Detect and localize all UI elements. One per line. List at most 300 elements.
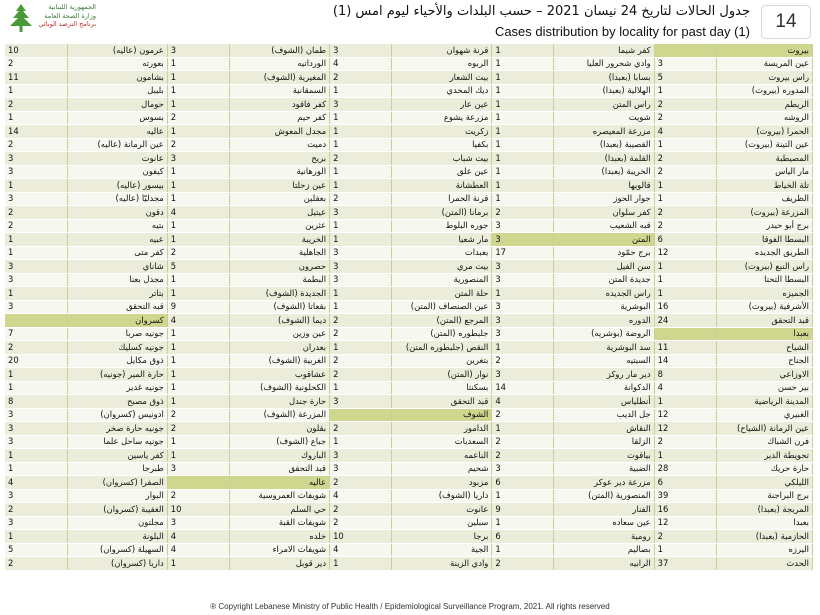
locality-name: حي السلم (229, 503, 329, 517)
case-count: 11 (654, 341, 716, 355)
case-count: 3 (167, 516, 229, 530)
locality-name: مجدليّا (عاليه) (67, 192, 167, 206)
case-count: 1 (167, 165, 229, 179)
locality-name: المنصورية (المتن) (554, 489, 654, 503)
locality-name: راس المتن (554, 98, 654, 112)
locality-name: خلده (229, 530, 329, 544)
locality-name: الدوره (554, 314, 654, 328)
locality-name: القلمة (بعبدا) (554, 152, 654, 166)
case-count: 3 (167, 152, 229, 166)
locality-name: دقون (67, 206, 167, 220)
locality-name: كفر سلوان (554, 206, 654, 220)
case-count: 3 (5, 300, 67, 314)
case-count: 3 (492, 273, 554, 287)
case-count: 9 (492, 503, 554, 517)
locality-name: الغقيبة (كسروان) (67, 503, 167, 517)
locality-name: المريجة (بعبدا) (716, 503, 812, 517)
case-count: 1 (492, 84, 554, 98)
locality-name: بعقلين (229, 192, 329, 206)
case-count: 1 (330, 300, 392, 314)
case-count: 1 (492, 44, 554, 57)
locality-name: المصيطبة (716, 152, 812, 166)
case-count: 3 (167, 44, 229, 57)
case-count: 3 (330, 449, 392, 463)
district-header: الشوف (392, 408, 492, 422)
case-count: 1 (167, 287, 229, 301)
case-count: 2 (5, 57, 67, 71)
locality-name: الفنار (554, 503, 654, 517)
case-count: 3 (330, 44, 392, 57)
locality-name: عانوت (67, 152, 167, 166)
locality-name: الجديدة (الشوف) (229, 287, 329, 301)
case-count: 4 (330, 489, 392, 503)
case-count: 5 (167, 260, 229, 274)
locality-name: كيفون (67, 165, 167, 179)
locality-name: مار الياس (716, 165, 812, 179)
case-count (5, 314, 67, 328)
case-count: 5 (5, 543, 67, 557)
case-count: 3 (5, 408, 67, 422)
locality-name: الاوزاعي (716, 368, 812, 382)
locality-name: بتاتر (67, 287, 167, 301)
case-count: 10 (167, 503, 229, 517)
locality-name: المدينة الرياضية (716, 395, 812, 409)
case-count: 1 (167, 435, 229, 449)
locality-name: ديك المحدي (392, 84, 492, 98)
table-row (5, 462, 813, 476)
locality-name: فرن الشباك (716, 435, 812, 449)
table-row (5, 98, 813, 112)
locality-name: حلة المتن (392, 287, 492, 301)
locality-name: قبه الشعيب (554, 219, 654, 233)
case-count: 3 (5, 165, 67, 179)
ministry-line: برنامج الترصد الوبائي (38, 20, 96, 28)
case-count: 6 (654, 233, 716, 247)
page-header (0, 0, 820, 44)
locality-name: بياقوت (554, 449, 654, 463)
case-count: 28 (654, 462, 716, 476)
case-count: 1 (330, 381, 392, 395)
locality-name: الربوه (392, 57, 492, 71)
locality-name: الأشرفية (بيروت) (716, 300, 812, 314)
cases-table (5, 44, 813, 571)
case-count: 1 (330, 84, 392, 98)
case-count: 2 (5, 503, 67, 517)
locality-name: عبيه (67, 233, 167, 247)
case-count: 1 (5, 381, 67, 395)
locality-name: بعبدا (716, 516, 812, 530)
case-count: 2 (330, 192, 392, 206)
table-row (5, 273, 813, 287)
locality-name: حومال (67, 98, 167, 112)
case-count: 2 (654, 98, 716, 112)
table-row (5, 287, 813, 301)
locality-name: الطريق الجديده (716, 246, 812, 260)
case-count: 2 (330, 71, 392, 85)
locality-name: بيت مري (392, 260, 492, 274)
table-row (5, 71, 813, 85)
locality-name: مجلتون (67, 516, 167, 530)
locality-name: دير مار روكز (554, 368, 654, 382)
table-row (5, 354, 813, 368)
locality-name: جونيه غدير (67, 381, 167, 395)
case-count: 1 (330, 557, 392, 571)
case-count: 1 (492, 98, 554, 112)
case-count: 1 (167, 395, 229, 409)
locality-name: راس النبع (بيروت) (716, 260, 812, 274)
case-count: 3 (5, 273, 67, 287)
locality-name: طمان (الشوف) (229, 44, 329, 57)
case-count: 1 (5, 368, 67, 382)
case-count: 9 (167, 300, 229, 314)
case-count: 1 (5, 462, 67, 476)
case-count: 4 (167, 206, 229, 220)
case-count: 2 (654, 219, 716, 233)
table-row (5, 125, 813, 139)
locality-name: الريطم (716, 98, 812, 112)
case-count: 1 (492, 111, 554, 125)
locality-name: بتغرين (392, 354, 492, 368)
table-row (5, 530, 813, 544)
locality-name: داريا (الشوف) (392, 489, 492, 503)
case-count: 8 (654, 368, 716, 382)
locality-name: شويفات الامراء (229, 543, 329, 557)
locality-name: قبد التحقق (392, 395, 492, 409)
locality-name: برجا (392, 530, 492, 544)
case-count: 2 (330, 368, 392, 382)
case-count: 2 (167, 489, 229, 503)
locality-name: بيسور (عاليه) (67, 179, 167, 193)
locality-name: المزرعة (بيروت) (716, 206, 812, 220)
locality-name: القصيبة (بعبدا) (554, 138, 654, 152)
case-count: 3 (492, 462, 554, 476)
locality-name: سد البوشرية (554, 341, 654, 355)
locality-name: الحدث (716, 557, 812, 571)
locality-name: الزلقا (554, 435, 654, 449)
case-count: 4 (492, 395, 554, 409)
locality-name: أنطلياس (554, 395, 654, 409)
locality-name: بسوس (67, 111, 167, 125)
locality-name: حارة المير (جونيه) (67, 368, 167, 382)
case-count: 12 (654, 422, 716, 436)
locality-name: وادي الزينة (392, 557, 492, 571)
locality-name: قبه التحقق (67, 300, 167, 314)
case-count: 3 (5, 260, 67, 274)
locality-name: كفر فاقود (229, 98, 329, 112)
case-count: 3 (330, 273, 392, 287)
case-count: 1 (492, 489, 554, 503)
locality-name: بعورته (67, 57, 167, 71)
locality-name: عين سعاده (554, 516, 654, 530)
table-row (5, 314, 813, 328)
case-count: 1 (167, 71, 229, 85)
case-count: 2 (330, 503, 392, 517)
case-count: 2 (167, 246, 229, 260)
case-count: 2 (167, 111, 229, 125)
locality-name: داريا (كسروان) (67, 557, 167, 571)
case-count: 1 (330, 111, 392, 125)
locality-name: عيتيل (229, 206, 329, 220)
locality-name: الناعمه (392, 449, 492, 463)
case-count: 4 (167, 543, 229, 557)
locality-name: السهيلة (كسروان) (67, 543, 167, 557)
case-count: 16 (654, 503, 716, 517)
case-count: 1 (492, 341, 554, 355)
case-count: 1 (492, 152, 554, 166)
case-count (330, 408, 392, 422)
case-count: 3 (167, 462, 229, 476)
locality-name: المغيرية (الشوف) (229, 71, 329, 85)
locality-name: بير حسن (716, 381, 812, 395)
locality-name: البلونة (67, 530, 167, 544)
locality-name: بيت شباب (392, 152, 492, 166)
table-row (5, 341, 813, 355)
case-count (654, 44, 716, 57)
locality-name: راس بيروت (716, 71, 812, 85)
locality-name: بقعاتا (الشوف) (229, 300, 329, 314)
table-row (5, 84, 813, 98)
case-count: 2 (5, 138, 67, 152)
district-header: بعبدا (716, 327, 812, 341)
cedar-tree-icon (8, 3, 34, 33)
case-count: 4 (5, 476, 67, 490)
case-count: 1 (167, 449, 229, 463)
case-count: 2 (492, 206, 554, 220)
case-count: 2 (5, 341, 67, 355)
case-count: 1 (492, 422, 554, 436)
case-count: 14 (492, 381, 554, 395)
locality-name: بكفيا (392, 138, 492, 152)
locality-name: البسطا التحتا (716, 273, 812, 287)
locality-name: الرابيه (554, 557, 654, 571)
locality-name: قبد التحقق (229, 462, 329, 476)
locality-name: تلة الخياط (716, 179, 812, 193)
table-row (5, 503, 813, 517)
case-count: 3 (5, 192, 67, 206)
locality-name: الخريبة (بعبدا) (554, 165, 654, 179)
locality-name: مزبود (392, 476, 492, 490)
case-count: 2 (330, 327, 392, 341)
table-row (5, 152, 813, 166)
locality-name: السعديات (392, 435, 492, 449)
case-count: 7 (5, 327, 67, 341)
case-count: 3 (5, 422, 67, 436)
case-count: 2 (167, 138, 229, 152)
case-count: 1 (330, 219, 392, 233)
case-count: 3 (492, 300, 554, 314)
locality-name: العطشانة (392, 179, 492, 193)
locality-name: شحيم (392, 462, 492, 476)
locality-name: بريح (229, 152, 329, 166)
locality-name: برج أبو حيدر (716, 219, 812, 233)
locality-name: نوار (المتن) (392, 368, 492, 382)
table-row (5, 422, 813, 436)
case-count: 12 (654, 246, 716, 260)
case-count: 1 (330, 233, 392, 247)
locality-name: الصفرا (كسروان) (67, 476, 167, 490)
case-count: 4 (167, 530, 229, 544)
case-count: 1 (492, 71, 554, 85)
locality-name: عين الرمانة (الشياح) (716, 422, 812, 436)
case-count: 3 (492, 327, 554, 341)
case-count: 1 (5, 449, 67, 463)
case-count: 1 (167, 84, 229, 98)
locality-name: ذوق مكايل (67, 354, 167, 368)
table-row (5, 368, 813, 382)
case-count: 4 (167, 314, 229, 328)
case-count: 14 (654, 354, 716, 368)
case-count: 1 (330, 179, 392, 193)
case-count: 2 (167, 422, 229, 436)
case-count: 3 (5, 435, 67, 449)
case-count: 3 (330, 462, 392, 476)
locality-name: بليبل (67, 84, 167, 98)
locality-name: الغربية (الشوف) (229, 354, 329, 368)
case-count: 3 (492, 260, 554, 274)
locality-name: حارة جندل (229, 395, 329, 409)
locality-name: الورهانية (229, 165, 329, 179)
locality-name: الورداتيه (229, 57, 329, 71)
locality-name: بسكنتا (392, 381, 492, 395)
locality-name: مزرعة يشوع (392, 111, 492, 125)
case-count: 3 (5, 152, 67, 166)
case-count: 1 (654, 260, 716, 274)
ministry-line: وزارة الصحة العامة (44, 11, 96, 20)
locality-name: الجميزه (716, 287, 812, 301)
case-count: 1 (330, 138, 392, 152)
case-count: 1 (167, 341, 229, 355)
case-count: 2 (492, 449, 554, 463)
case-count: 3 (492, 368, 554, 382)
case-count: 3 (330, 395, 392, 409)
locality-name: المزرعة (الشوف) (229, 408, 329, 422)
locality-name: الظريف (716, 192, 812, 206)
case-count: 5 (654, 71, 716, 85)
locality-name: سن الفيل (554, 260, 654, 274)
locality-name: عرمون (عاليه) (67, 44, 167, 57)
case-count: 1 (492, 138, 554, 152)
case-count: 24 (654, 314, 716, 328)
case-count: 3 (492, 314, 554, 328)
table-row (5, 165, 813, 179)
table-row (5, 381, 813, 395)
case-count: 4 (330, 543, 392, 557)
locality-name: رومية (554, 530, 654, 544)
table-row (5, 192, 813, 206)
ministry-name (36, 3, 96, 29)
case-count: 1 (5, 111, 67, 125)
ministry-line: الجمهورية اللبنانية (48, 3, 96, 11)
case-count: 1 (5, 530, 67, 544)
locality-name: جوار الحوز (554, 192, 654, 206)
case-count: 2 (654, 206, 716, 220)
case-count: 1 (167, 327, 229, 341)
locality-name: الجية (392, 543, 492, 557)
case-count: 1 (167, 98, 229, 112)
locality-name: عين وزين (229, 327, 329, 341)
locality-name: المدوره (بيروت) (716, 84, 812, 98)
locality-name: الشياح (716, 341, 812, 355)
locality-name: الغبيري (716, 408, 812, 422)
locality-name: حصرون (229, 260, 329, 274)
locality-name: بعبدات (392, 246, 492, 260)
table-row (5, 435, 813, 449)
locality-name: الدامور (392, 422, 492, 436)
case-count: 1 (492, 125, 554, 139)
case-count: 3 (5, 516, 67, 530)
locality-name: قالويها (554, 179, 654, 193)
district-header: كسروان (67, 314, 167, 328)
case-count: 6 (654, 476, 716, 490)
case-count: 2 (5, 98, 67, 112)
locality-name: جوره البلوط (392, 219, 492, 233)
case-count: 1 (5, 246, 67, 260)
locality-name: الهلالية (بعبدا) (554, 84, 654, 98)
table-row (5, 476, 813, 490)
table-row (5, 395, 813, 409)
locality-name: شويفات العمروسية (229, 489, 329, 503)
case-count: 4 (330, 57, 392, 71)
case-count: 2 (330, 354, 392, 368)
locality-name: اليرزه (716, 543, 812, 557)
district-header: المتن (554, 233, 654, 247)
locality-name: وادي شحرور العليا (554, 57, 654, 71)
locality-name: جونيه حارة صخر (67, 422, 167, 436)
case-count: 1 (330, 125, 392, 139)
case-count: 2 (330, 422, 392, 436)
table-row (5, 57, 813, 71)
case-count: 10 (5, 44, 67, 57)
locality-name: شويفات القبة (229, 516, 329, 530)
locality-name: عين التينة (بيروت) (716, 138, 812, 152)
locality-name: الضبية (554, 462, 654, 476)
table-row (5, 246, 813, 260)
locality-name: مجدل المعوش (229, 125, 329, 139)
locality-name: البسطا الفوقا (716, 233, 812, 247)
table-row (5, 233, 813, 247)
case-count: 1 (654, 179, 716, 193)
locality-name: جديدة المتن (554, 273, 654, 287)
table-row (5, 327, 813, 341)
case-count: 6 (492, 476, 554, 490)
case-count: 39 (654, 489, 716, 503)
title-arabic: جدول الحالات لتاريخ 24 نيسان 2021 – حسب البلدات والأحياء ليوم امس (1) (332, 4, 750, 19)
case-count: 3 (330, 206, 392, 220)
locality-name: عين المريسة (716, 57, 812, 71)
locality-name: بعدران (229, 341, 329, 355)
case-count: 2 (167, 408, 229, 422)
locality-name: عين عار (392, 98, 492, 112)
district-header: عاليه (229, 476, 329, 490)
case-count: 2 (654, 152, 716, 166)
locality-name: بتيه (67, 219, 167, 233)
table-row (5, 557, 813, 571)
case-count: 1 (492, 165, 554, 179)
case-count: 6 (492, 530, 554, 544)
case-count: 2 (654, 435, 716, 449)
locality-name: قرنة الحمرا (392, 192, 492, 206)
locality-name: السبتيه (554, 354, 654, 368)
locality-name: برمانا (المتن) (392, 206, 492, 220)
page-number: 14 (761, 5, 811, 39)
case-count: 2 (330, 476, 392, 490)
locality-name: زكريت (392, 125, 492, 139)
locality-name: برج حمّود (554, 246, 654, 260)
locality-name: سبلين (392, 516, 492, 530)
locality-name: قرنة شهوان (392, 44, 492, 57)
case-count: 16 (654, 300, 716, 314)
table-row (5, 300, 813, 314)
